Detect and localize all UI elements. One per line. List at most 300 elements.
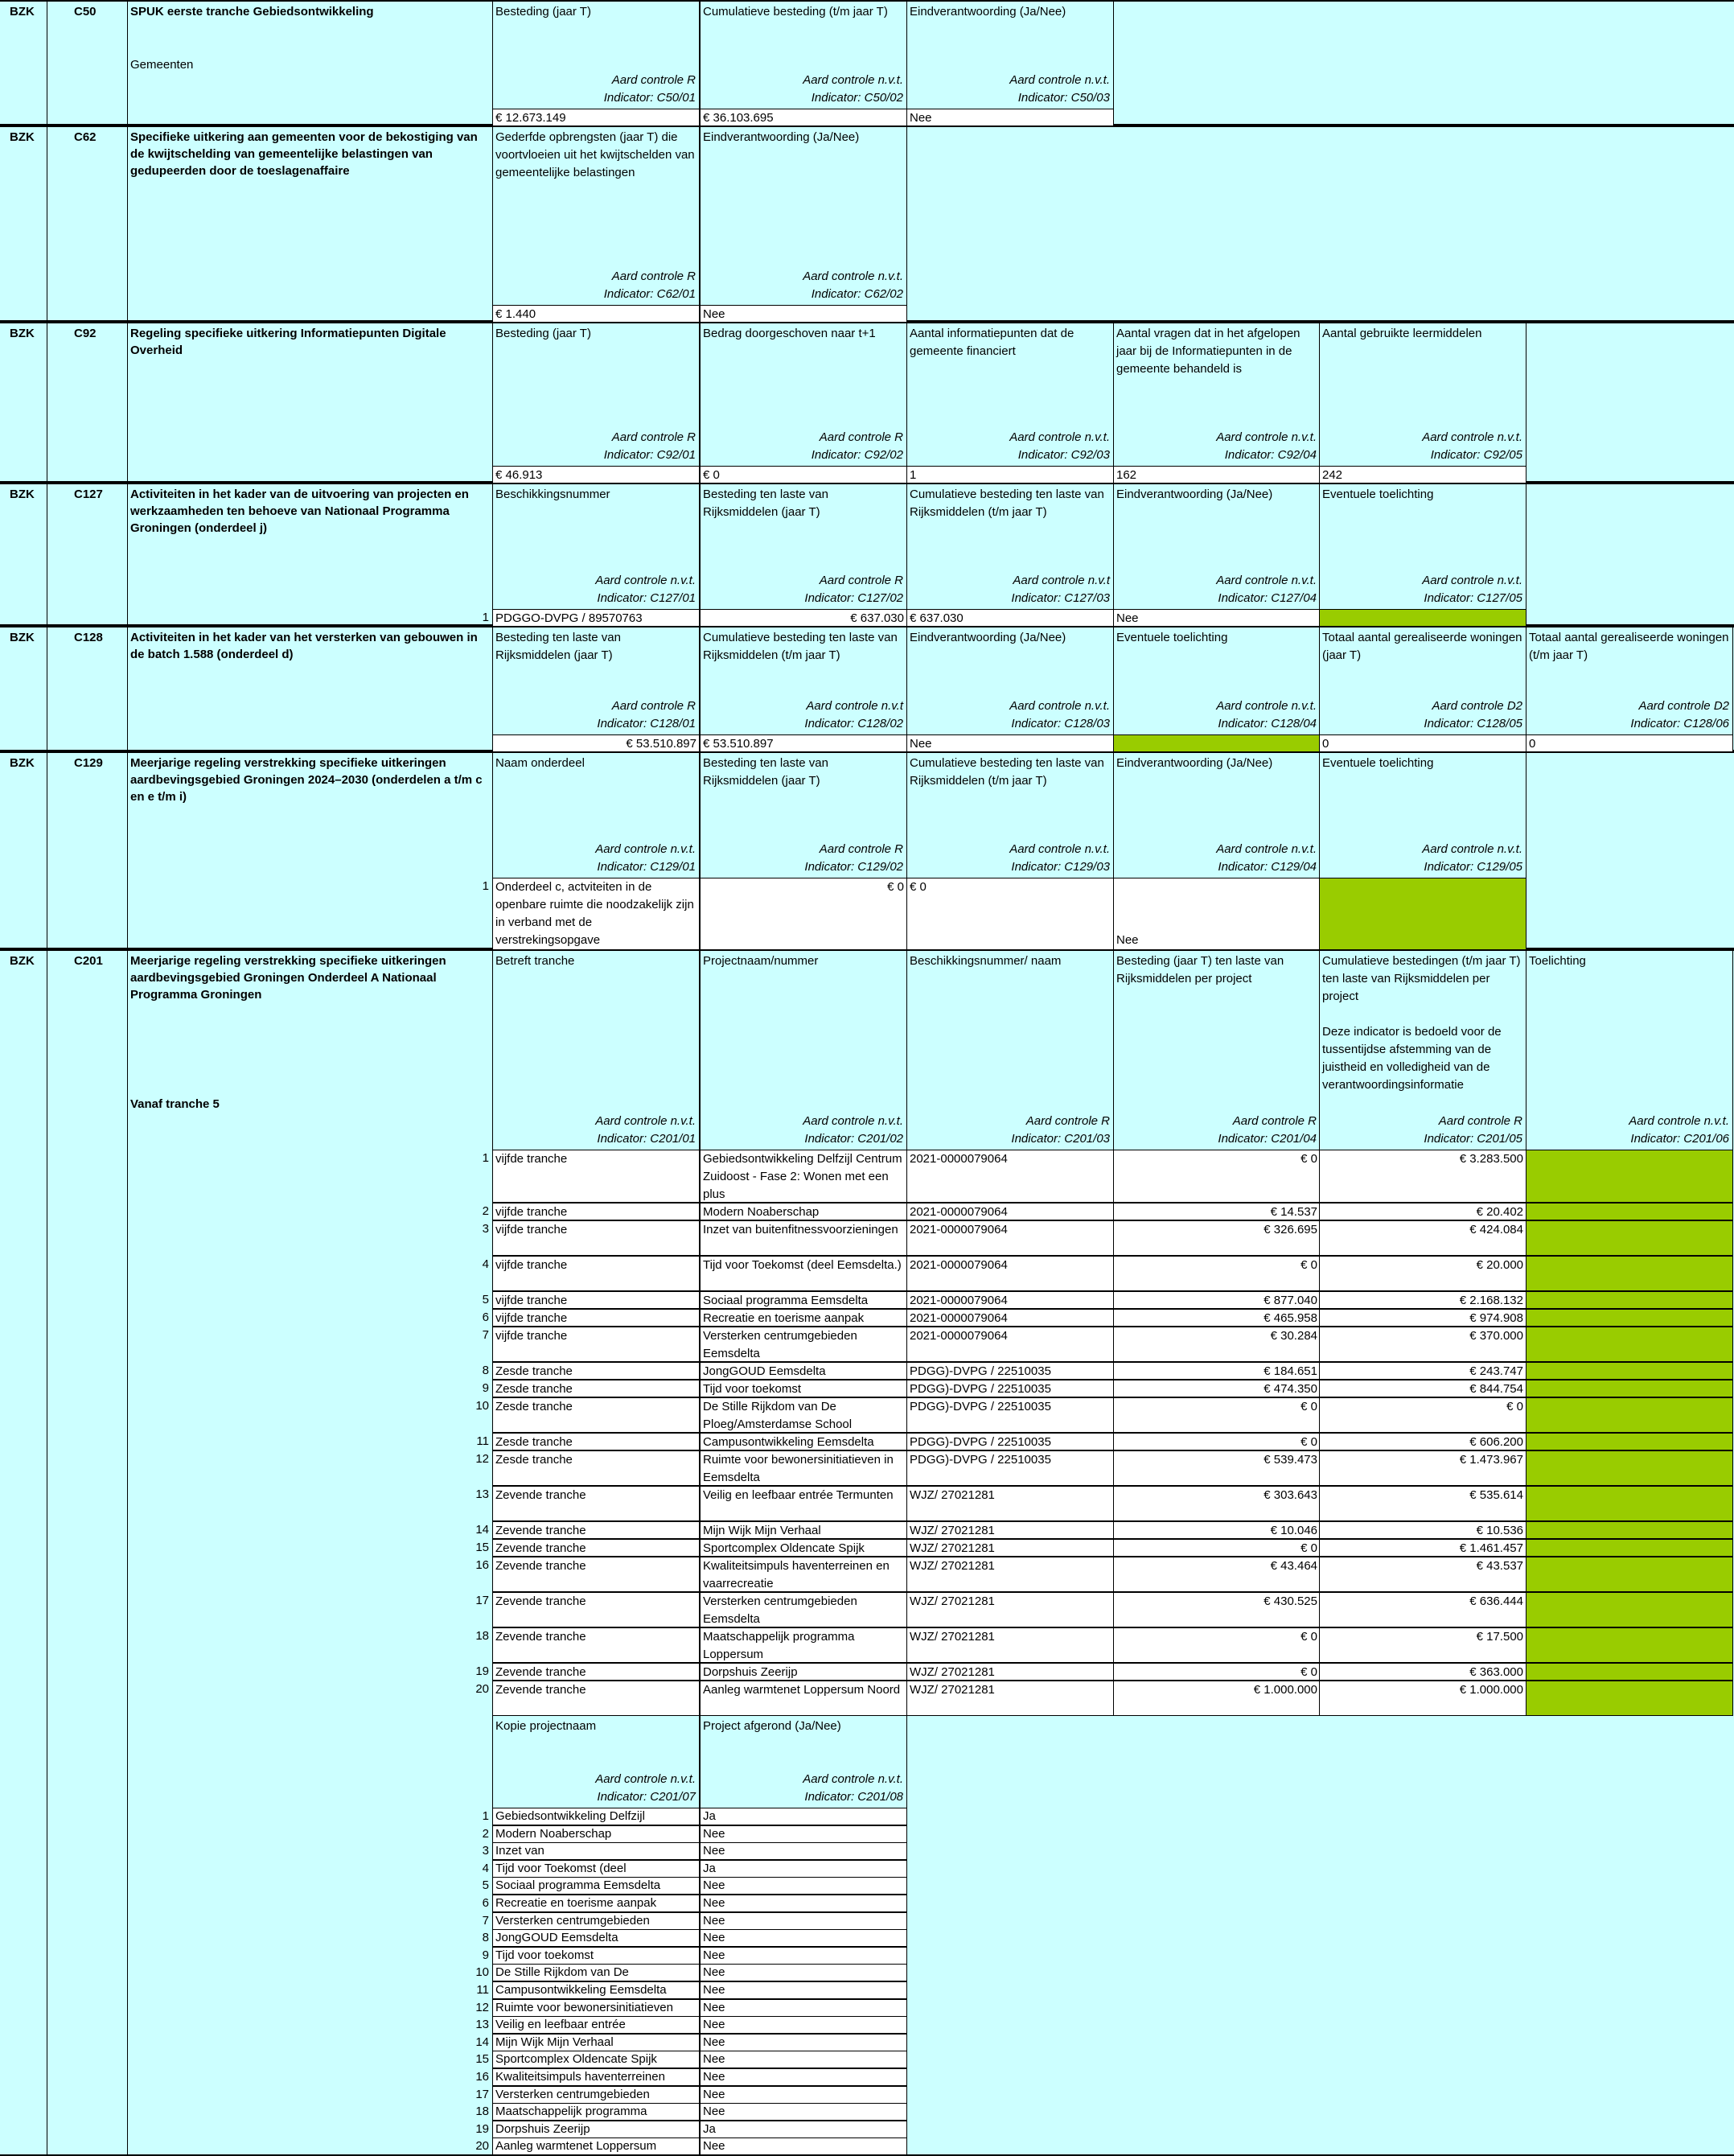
indicator-code: Indicator: C128/04 [1218,717,1317,730]
indicator-header: Eindverantwoording (Ja/Nee) [910,631,1066,644]
row-cumulatief[interactable]: € 424.084 [1319,1220,1526,1256]
project-completed[interactable]: Nee [700,2103,907,2121]
toelichting-cell[interactable] [1526,1291,1733,1309]
toelichting-cell[interactable] [1319,878,1526,950]
row-index: 18 [475,2105,489,2119]
row-project[interactable]: JongGOUD Eemsdelta [700,1362,907,1380]
row-project[interactable]: Mijn Wijk Mijn Verhaal [700,1521,907,1539]
row-cumulatief[interactable]: € 363.000 [1319,1663,1526,1681]
row-index: 5 [482,1293,489,1306]
indicator-header: Kopie projectnaam [495,1719,597,1733]
row-beschikking[interactable]: 2021-0000079064 [906,1220,1114,1256]
indicator-column [1113,627,1321,734]
row-project[interactable]: Veilig en leefbaar entrée Termunten [700,1486,907,1521]
project-copy-name[interactable]: Ruimte voor bewonersinitiatieven [492,1999,700,2017]
row-cumulatief[interactable]: € 43.537 [1319,1557,1526,1592]
row-beschikking[interactable]: WJZ/ 27021281 [906,1557,1114,1592]
project-copy-name[interactable]: Sociaal programma Eemsdelta [492,1877,700,1895]
regulation-subtitle: Vanaf tranche 5 [130,1097,220,1111]
indicator-column [492,627,700,734]
row-cumulatief[interactable]: € 20.000 [1319,1256,1526,1291]
toelichting-cell[interactable] [1526,1557,1733,1592]
indicator-value[interactable]: € 53.510.897 [492,734,700,752]
control-type: Aard controle n.v.t. [1216,842,1317,856]
row-besteding[interactable]: € 474.350 [1113,1380,1321,1397]
column-divider [127,951,128,2154]
row-besteding[interactable]: € 539.473 [1113,1450,1321,1486]
section-c50 [0,0,1734,125]
row-project[interactable]: Recreatie en toerisme aanpak [700,1309,907,1327]
indicator-column [1526,627,1733,734]
column-divider [127,2,128,124]
indicator-column [700,753,907,878]
indicator-column [1319,627,1526,734]
row-cumulatief[interactable]: € 535.614 [1319,1486,1526,1521]
row-besteding[interactable]: € 30.284 [1113,1327,1321,1362]
indicator-column [492,951,700,1150]
row-beschikking[interactable]: WJZ/ 27021281 [906,1592,1114,1627]
toelichting-cell[interactable] [1526,1450,1733,1486]
indicator-column [1319,951,1526,1150]
regulation-code: C129 [74,756,103,770]
project-copy-name[interactable]: Modern Noaberschap [492,1825,700,1843]
toelichting-cell[interactable] [1113,734,1321,752]
project-completed[interactable]: Nee [700,2016,907,2034]
row-project[interactable]: Campusontwikkeling Eemsdelta [700,1433,907,1450]
indicator-value[interactable]: € 0 [906,878,1114,950]
row-beschikking[interactable]: WJZ/ 27021281 [906,1627,1114,1663]
row-tranche[interactable]: vijfde tranche [492,1220,700,1256]
indicator-header: Aantal gebruikte leermiddelen [1322,327,1482,340]
indicator-column [492,1716,700,1808]
row-besteding[interactable]: € 0 [1113,1256,1321,1291]
control-type: Aard controle R [819,574,903,587]
indicator-header: Betreft tranche [495,954,575,968]
control-type: Aard controle n.v.t. [803,1772,903,1786]
indicator-value[interactable]: € 1.440 [492,305,700,323]
row-index: 19 [475,2121,489,2136]
project-copy-name[interactable]: Versterken centrumgebieden [492,2086,700,2104]
control-type: Aard controle n.v.t. [1009,842,1110,856]
row-beschikking[interactable]: PDGG)-DVPG / 22510035 [906,1450,1114,1486]
toelichting-cell[interactable] [1526,1397,1733,1433]
indicator-column [906,951,1114,1150]
row-besteding[interactable]: € 184.651 [1113,1362,1321,1380]
row-beschikking[interactable]: WJZ/ 27021281 [906,1681,1114,1716]
project-completed[interactable]: Nee [700,2034,907,2051]
row-index: 3 [482,1222,489,1236]
row-cumulatief[interactable]: € 844.754 [1319,1380,1526,1397]
indicator-value[interactable]: € 53.510.897 [700,734,907,752]
row-project[interactable]: Sociaal programma Eemsdelta [700,1291,907,1309]
row-besteding[interactable]: € 14.537 [1113,1203,1321,1220]
regulation-title: Activiteiten in het kader van de uitvoering van projecten en werkzaamheden ten behoeve van Nationaal Programma Groningen (onderdeel j) [130,488,469,535]
row-tranche[interactable]: Zesde tranche [492,1362,700,1380]
row-tranche[interactable]: vijfde tranche [492,1327,700,1362]
indicator-header: Besteding (jaar T) ten laste van Rijksmiddelen per project [1116,954,1284,985]
indicator-code: Indicator: C127/02 [804,591,903,605]
row-cumulatief[interactable]: € 243.747 [1319,1362,1526,1380]
indicator-value[interactable]: Nee [700,305,907,323]
indicator-header: Beschikkingsnummer [495,488,610,501]
control-type: Aard controle n.v.t. [1009,430,1110,444]
indicator-code: Indicator: C127/05 [1424,591,1522,605]
indicator-header: Eventuele toelichting [1116,631,1228,644]
control-type: Aard controle R [819,842,903,856]
row-tranche[interactable]: Zevende tranche [492,1592,700,1627]
row-cumulatief[interactable]: € 10.536 [1319,1521,1526,1539]
row-tranche[interactable]: Zevende tranche [492,1486,700,1521]
indicator-column [700,627,907,734]
row-beschikking[interactable]: 2021-0000079064 [906,1291,1114,1309]
row-index: 1 [482,1151,489,1165]
indicator-code: Indicator: C201/08 [804,1790,903,1804]
control-type: Aard controle n.v.t. [1009,699,1110,713]
project-completed[interactable]: Ja [700,2121,907,2138]
control-type: Aard controle n.v.t. [1422,842,1522,856]
row-index: 17 [475,2087,489,2101]
toelichting-cell[interactable] [1526,1256,1733,1291]
project-completed[interactable]: Nee [700,1964,907,1981]
project-completed[interactable]: Nee [700,2068,907,2086]
project-copy-name[interactable]: Aanleg warmtenet Loppersum [492,2137,700,2155]
project-copy-name[interactable]: Campusontwikkeling Eemsdelta [492,1981,700,1999]
indicator-header: Toelichting [1529,954,1586,968]
indicator-header: Eventuele toelichting [1322,488,1434,501]
row-beschikking[interactable]: WJZ/ 27021281 [906,1486,1114,1521]
project-completed[interactable]: Nee [700,1912,907,1930]
row-beschikking[interactable]: 2021-0000079064 [906,1327,1114,1362]
indicator-header: Aantal informatiepunten dat de gemeente financiert [910,327,1075,358]
row-cumulatief[interactable]: € 974.908 [1319,1309,1526,1327]
row-cumulatief[interactable]: € 636.444 [1319,1592,1526,1627]
control-type: Aard controle n.v.t. [1422,574,1522,587]
project-copy-name[interactable]: Veilig en leefbaar entrée [492,2016,700,2034]
indicator-value[interactable]: Nee [1113,878,1321,950]
row-project[interactable]: Kwaliteitsimpuls haventerreinen en vaarrecreatie [700,1557,907,1592]
indicator-column [906,2,1114,109]
row-beschikking[interactable]: 2021-0000079064 [906,1203,1114,1220]
indicator-code: Indicator: C92/05 [1430,448,1522,462]
row-tranche[interactable]: Zesde tranche [492,1397,700,1433]
row-index: 1 [482,1809,489,1823]
row-beschikking[interactable]: WJZ/ 27021281 [906,1521,1114,1539]
row-index: 16 [475,2070,489,2084]
toelichting-cell[interactable] [1526,1592,1733,1627]
row-cumulatief[interactable]: € 1.000.000 [1319,1681,1526,1716]
indicator-code: Indicator: C50/01 [603,91,696,105]
control-type: Aard controle n.v.t. [803,1114,903,1128]
indicator-header: Naam onderdeel [495,756,585,770]
toelichting-cell[interactable] [1526,1380,1733,1397]
indicator-column [906,753,1114,878]
row-index: 1 [482,879,489,893]
indicator-column [1113,323,1321,466]
row-index: 17 [475,1594,489,1607]
row-tranche[interactable]: Zevende tranche [492,1681,700,1716]
project-completed[interactable]: Nee [700,1877,907,1895]
row-cumulatief[interactable]: € 0 [1319,1397,1526,1433]
regulation-code: C127 [74,488,103,501]
control-type: Aard controle n.v.t. [595,574,696,587]
toelichting-cell[interactable] [1319,609,1526,627]
column-divider [127,484,128,624]
project-copy-name[interactable]: Versterken centrumgebieden [492,1912,700,1930]
toelichting-cell[interactable] [1526,1521,1733,1539]
row-tranche[interactable]: vijfde tranche [492,1150,700,1203]
control-type: Aard controle n.v.t [806,699,903,713]
project-copy-name[interactable]: Tijd voor toekomst [492,1947,700,1965]
toelichting-cell[interactable] [1526,1309,1733,1327]
row-beschikking[interactable]: 2021-0000079064 [906,1256,1114,1291]
row-tranche[interactable]: Zesde tranche [492,1433,700,1450]
indicator-header: Totaal aantal gerealiseerde woningen (t/m jaar T) [1529,631,1729,662]
row-cumulatief[interactable]: € 370.000 [1319,1327,1526,1362]
toelichting-cell[interactable] [1526,1150,1733,1203]
project-completed[interactable]: Nee [700,1947,907,1965]
row-project[interactable]: Sportcomplex Oldencate Spijk [700,1539,907,1557]
row-beschikking[interactable]: WJZ/ 27021281 [906,1539,1114,1557]
row-besteding[interactable]: € 10.046 [1113,1521,1321,1539]
row-tranche[interactable]: vijfde tranche [492,1291,700,1309]
indicator-value[interactable]: € 0 [700,878,907,950]
row-beschikking[interactable]: 2021-0000079064 [906,1309,1114,1327]
regulation-code: C201 [74,954,103,968]
project-completed[interactable]: Nee [700,1825,907,1843]
row-besteding[interactable]: € 0 [1113,1539,1321,1557]
indicator-header: Cumulatieve besteding ten laste van Rijksmiddelen (t/m jaar T) [910,488,1104,519]
section-c128 [0,626,1734,751]
indicator-value[interactable]: Nee [1113,609,1321,627]
row-index: 15 [475,2052,489,2067]
row-index: 20 [475,1682,489,1696]
row-tranche[interactable]: vijfde tranche [492,1203,700,1220]
indicator-value[interactable]: Nee [906,109,1114,126]
indicator-column [492,323,700,466]
row-index: 9 [482,1948,489,1962]
indicator-value[interactable]: Nee [906,734,1114,752]
project-copy-name[interactable]: Tijd voor Toekomst (deel [492,1860,700,1878]
toelichting-cell[interactable] [1526,1433,1733,1450]
toelichting-cell[interactable] [1526,1627,1733,1663]
control-type: Aard controle R [611,699,696,713]
row-tranche[interactable]: Zesde tranche [492,1450,700,1486]
indicator-value[interactable]: 0 [1526,734,1733,752]
project-copy-name[interactable]: Sportcomplex Oldencate Spijk [492,2051,700,2068]
indicator-code: Indicator: C129/05 [1424,860,1522,874]
row-project[interactable]: De Stille Rijkdom van De Ploeg/Amsterdamse School [700,1397,907,1433]
project-copy-name[interactable]: Dorpshuis Zeerijp [492,2121,700,2138]
row-tranche[interactable]: Zevende tranche [492,1521,700,1539]
regulation-title: Meerjarige regeling verstrekking specifieke uitkeringen aardbevingsgebied Groningen 2024–2030 (onderdelen a t/m c en e t/m i) [130,756,483,804]
row-cumulatief[interactable]: € 606.200 [1319,1433,1526,1450]
row-cumulatief[interactable]: € 1.461.457 [1319,1539,1526,1557]
row-beschikking[interactable]: WJZ/ 27021281 [906,1663,1114,1681]
indicator-header: Cumulatieve besteding ten laste van Rijksmiddelen (t/m jaar T) [703,631,898,662]
section-c201 [0,949,1734,2156]
indicator-value[interactable]: 1 [906,466,1114,483]
indicator-value[interactable]: € 12.673.149 [492,109,700,126]
row-tranche[interactable]: vijfde tranche [492,1256,700,1291]
indicator-code: Indicator: C92/03 [1017,448,1110,462]
column-divider [127,627,128,750]
project-copy-name[interactable]: Gebiedsontwikkeling Delfzijl [492,1808,700,1825]
indicator-value[interactable]: € 36.103.695 [700,109,907,126]
indicator-value[interactable]: PDGGO-DVPG / 89570763 [492,609,700,627]
toelichting-cell[interactable] [1526,1663,1733,1681]
row-besteding[interactable]: € 43.464 [1113,1557,1321,1592]
row-besteding[interactable]: € 1.000.000 [1113,1681,1321,1716]
project-completed[interactable]: Nee [700,1981,907,1999]
row-project[interactable]: Tijd voor Toekomst (deel Eemsdelta.) [700,1256,907,1291]
control-type: Aard controle R [611,270,696,283]
indicator-value[interactable]: 0 [1319,734,1526,752]
row-project[interactable]: Maatschappelijk programma Loppersum [700,1627,907,1663]
row-besteding[interactable]: € 0 [1113,1397,1321,1433]
indicator-column [700,323,907,466]
row-index: 4 [482,1257,489,1271]
row-tranche[interactable]: Zevende tranche [492,1627,700,1663]
regulation-code: C92 [74,327,97,340]
row-cumulatief[interactable]: € 17.500 [1319,1627,1526,1663]
row-project[interactable]: Gebiedsontwikkeling Delfzijl Centrum Zuidoost - Fase 2: Wonen met een plus [700,1150,907,1203]
row-tranche[interactable]: Zevende tranche [492,1557,700,1592]
row-besteding[interactable]: € 326.695 [1113,1220,1321,1256]
row-besteding[interactable]: € 877.040 [1113,1291,1321,1309]
regulation-title: Meerjarige regeling verstrekking specifieke uitkeringen aardbevingsgebied Groningen Onderdeel A Nationaal Programma Groningen [130,954,446,1002]
indicator-code: Indicator: C201/06 [1630,1132,1729,1146]
indicator-column [700,127,907,305]
row-index: 5 [482,1878,489,1893]
regulation-title: Regeling specifieke uitkering Informatiepunten Digitale Overheid [130,327,446,357]
row-besteding[interactable]: € 0 [1113,1663,1321,1681]
indicator-code: Indicator: C201/03 [1011,1132,1110,1146]
row-project[interactable]: Dorpshuis Zeerijp [700,1663,907,1681]
project-completed[interactable]: Nee [700,1999,907,2017]
ministry-label: BZK [10,756,35,770]
project-completed[interactable]: Nee [700,1842,907,1860]
project-completed[interactable]: Nee [700,2051,907,2068]
control-type: Aard controle n.v.t. [1216,699,1317,713]
row-besteding[interactable]: € 0 [1113,1627,1321,1663]
toelichting-cell[interactable] [1526,1220,1733,1256]
project-copy-name[interactable]: Recreatie en toerisme aanpak [492,1895,700,1912]
project-copy-name[interactable]: JongGOUD Eemsdelta [492,1929,700,1947]
indicator-value[interactable]: € 0 [700,466,907,483]
indicator-code: Indicator: C201/05 [1424,1132,1522,1146]
row-project[interactable]: Modern Noaberschap [700,1203,907,1220]
row-besteding[interactable]: € 465.958 [1113,1309,1321,1327]
row-index: 7 [482,1913,489,1928]
row-cumulatief[interactable]: € 20.402 [1319,1203,1526,1220]
row-beschikking[interactable]: PDGG)-DVPG / 22510035 [906,1397,1114,1433]
indicator-code: Indicator: C128/05 [1424,717,1522,730]
control-type: Aard controle n.v.t. [1009,73,1110,87]
row-project[interactable]: Versterken centrumgebieden Eemsdelta [700,1327,907,1362]
indicator-value[interactable]: € 46.913 [492,466,700,483]
toelichting-cell[interactable] [1526,1327,1733,1362]
toelichting-cell[interactable] [1526,1539,1733,1557]
row-project[interactable]: Inzet van buitenfitnessvoorzieningen [700,1220,907,1256]
indicator-column [700,2,907,109]
row-cumulatief[interactable]: € 3.283.500 [1319,1150,1526,1203]
toelichting-cell[interactable] [1526,1203,1733,1220]
row-project[interactable]: Tijd voor toekomst [700,1380,907,1397]
row-index: 11 [476,1983,489,1997]
row-project[interactable]: Ruimte voor bewonersinitiatieven in Eemsdelta [700,1450,907,1486]
row-index: 8 [482,1931,489,1945]
row-besteding[interactable]: € 430.525 [1113,1592,1321,1627]
indicator-value[interactable]: € 637.030 [906,609,1114,627]
project-copy-name[interactable]: Kwaliteitsimpuls haventerreinen [492,2068,700,2086]
section-c129 [0,751,1734,949]
row-tranche[interactable]: Zesde tranche [492,1380,700,1397]
row-index: 6 [482,1896,489,1910]
ministry-label: BZK [10,488,35,501]
row-tranche[interactable]: vijfde tranche [492,1309,700,1327]
row-index: 15 [475,1541,489,1554]
project-copy-name[interactable]: Maatschappelijk programma [492,2103,700,2121]
row-besteding[interactable]: € 303.643 [1113,1486,1321,1521]
row-index: 10 [475,1965,489,1980]
project-completed[interactable]: Nee [700,2137,907,2155]
project-completed[interactable]: Nee [700,1895,907,1912]
control-type: Aard controle R [1232,1114,1317,1128]
indicator-column [1113,484,1321,609]
project-completed[interactable]: Nee [700,1929,907,1947]
project-completed[interactable]: Ja [700,1808,907,1825]
regulation-code: C62 [74,130,97,144]
project-copy-name[interactable]: Inzet van [492,1842,700,1860]
control-type: Aard controle R [819,430,903,444]
indicator-header: Besteding ten laste van Rijksmiddelen (jaar T) [703,756,828,788]
indicator-code: Indicator: C128/02 [804,717,903,730]
row-beschikking[interactable]: 2021-0000079064 [906,1150,1114,1203]
indicator-code: Indicator: C92/04 [1224,448,1317,462]
project-copy-name[interactable]: De Stille Rijkdom van De [492,1964,700,1981]
row-index: 18 [475,1629,489,1643]
row-besteding[interactable]: € 0 [1113,1433,1321,1450]
indicator-code: Indicator: C129/02 [804,860,903,874]
row-cumulatief[interactable]: € 1.473.967 [1319,1450,1526,1486]
row-tranche[interactable]: Zevende tranche [492,1663,700,1681]
toelichting-cell[interactable] [1526,1362,1733,1380]
indicator-column [906,323,1114,466]
row-cumulatief[interactable]: € 2.168.132 [1319,1291,1526,1309]
toelichting-cell[interactable] [1526,1486,1733,1521]
indicator-value[interactable]: 162 [1113,466,1321,483]
row-beschikking[interactable]: PDGG)-DVPG / 22510035 [906,1380,1114,1397]
toelichting-cell[interactable] [1526,1681,1733,1716]
row-project[interactable]: Versterken centrumgebieden Eemsdelta [700,1592,907,1627]
row-besteding[interactable]: € 0 [1113,1150,1321,1203]
indicator-column [492,127,700,305]
row-tranche[interactable]: Zevende tranche [492,1539,700,1557]
row-beschikking[interactable]: PDGG)-DVPG / 22510035 [906,1362,1114,1380]
indicator-value[interactable]: € 637.030 [700,609,907,627]
indicator-value[interactable]: 242 [1319,466,1526,483]
project-completed[interactable]: Nee [700,2086,907,2104]
project-copy-name[interactable]: Mijn Wijk Mijn Verhaal [492,2034,700,2051]
indicator-code: Indicator: C62/01 [603,287,696,301]
project-completed[interactable]: Ja [700,1860,907,1878]
row-beschikking[interactable]: PDGG)-DVPG / 22510035 [906,1433,1114,1450]
row-project[interactable]: Aanleg warmtenet Loppersum Noord [700,1681,907,1716]
indicator-code: Indicator: C127/01 [597,591,696,605]
row-index: 9 [482,1381,489,1395]
control-type: Aard controle R [611,430,696,444]
indicator-value[interactable]: Onderdeel c, actviteiten in de openbare ruimte die noodzakelijk zijn in verband met de verstrekingsopgave [492,878,700,950]
